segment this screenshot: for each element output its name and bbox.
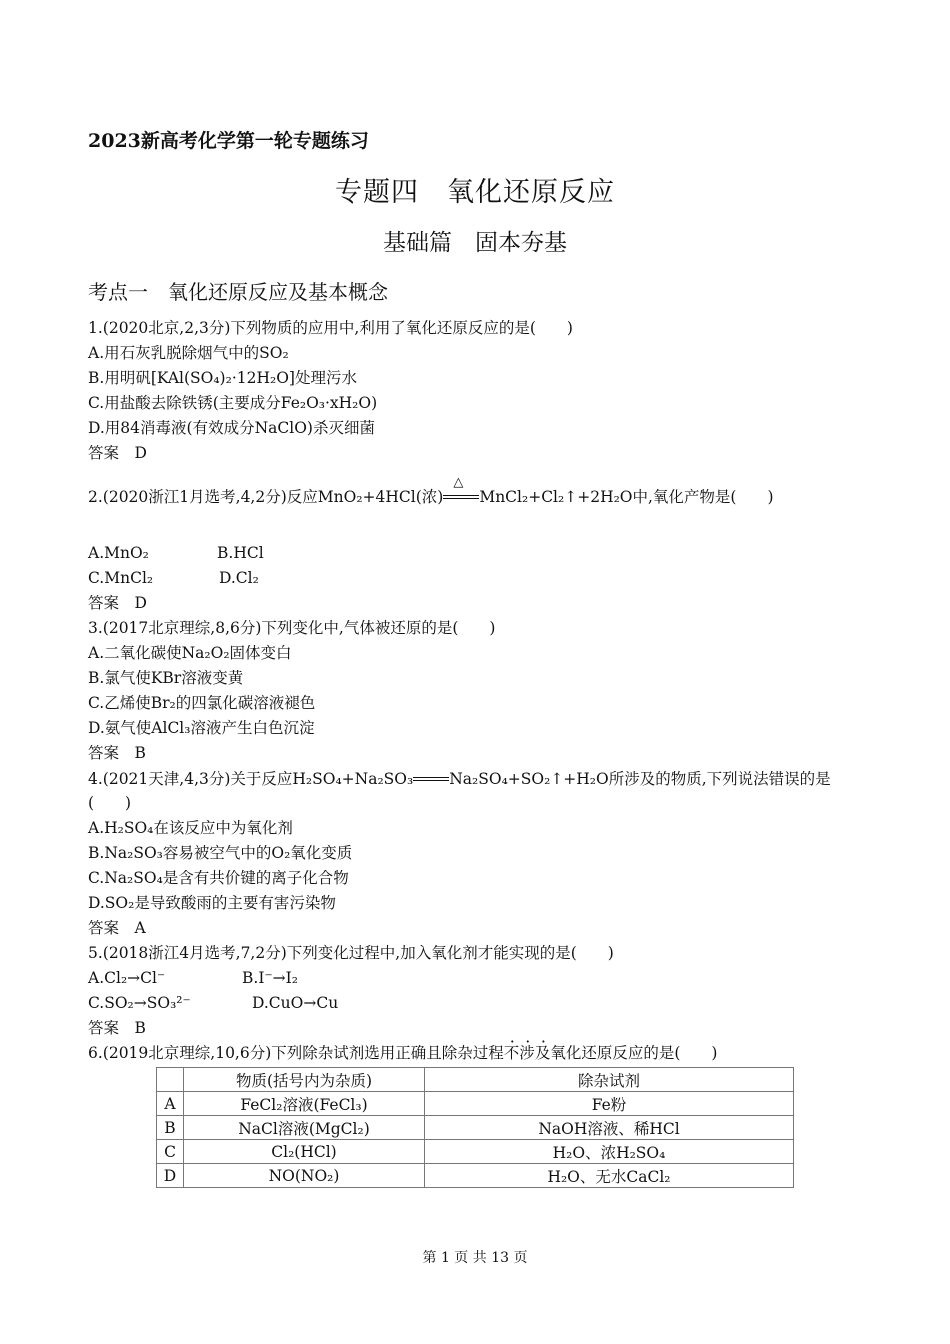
q4-option-d: D.SO₂是导致酸雨的主要有害污染物 xyxy=(88,894,336,912)
emphasis-char: 及 xyxy=(534,1044,551,1062)
table-header-row xyxy=(157,1068,794,1092)
q4-option-b: B.Na₂SO₃容易被空气中的O₂氧化变质 xyxy=(88,844,353,862)
heat-triangle-icon: △ xyxy=(453,475,464,490)
table-cell: Fe粉 xyxy=(425,1092,794,1116)
table-header-cell xyxy=(157,1068,184,1092)
q5-option-b: B.I⁻→I₂ xyxy=(242,969,298,987)
q5-option-a: A.Cl₂→Cl⁻ xyxy=(88,969,166,987)
q2-stem-pre: 2.(2020浙江1月选考,4,2分)反应MnO₂+4HCl(浓) xyxy=(88,488,444,506)
q4-stem xyxy=(88,768,831,789)
section-heading: 考点一 氧化还原反应及基本概念 xyxy=(88,280,388,304)
q3-option-b: B.氯气使KBr溶液变黄 xyxy=(88,669,244,687)
table-cell: H₂O、浓H₂SO₄ xyxy=(425,1140,794,1164)
table-row xyxy=(157,1092,794,1116)
table-row xyxy=(157,1140,794,1164)
q6-stem xyxy=(88,1043,717,1063)
q2-stem xyxy=(88,475,774,507)
q5-option-d: D.CuO→Cu xyxy=(252,994,339,1012)
table-header-cell: 物质(括号内为杂质) xyxy=(184,1068,425,1092)
q3-option-a: A.二氧化碳使Na₂O₂固体变白 xyxy=(88,644,292,662)
emphasis-char: 不 xyxy=(503,1044,520,1062)
q4-option-a: A.H₂SO₄在该反应中为氧化剂 xyxy=(88,819,293,837)
table-cell: H₂O、无水CaCl₂ xyxy=(425,1164,794,1188)
q5-stem: 5.(2018浙江4月选考,7,2分)下列变化过程中,加入氧化剂才能实现的是( ) xyxy=(88,944,614,962)
q6-table xyxy=(156,1067,794,1188)
equals-sign xyxy=(413,768,449,788)
q1-option-b: B.用明矾[KAl(SO₄)₂·12H₂O]处理污水 xyxy=(88,369,357,387)
table-cell: NaCl溶液(MgCl₂) xyxy=(184,1116,425,1140)
q4-stem-post: Na₂SO₄+SO₂↑+H₂O所涉及的物质,下列说法错误的是 xyxy=(449,770,831,788)
q5-option-c: C.SO₂→SO₃²⁻ xyxy=(88,994,191,1012)
chapter-subtitle: 基础篇 固本夯基 xyxy=(383,230,567,256)
chapter-title: 专题四 氧化还原反应 xyxy=(335,177,615,208)
q1-answer: 答案 D xyxy=(88,444,147,462)
table-cell: D xyxy=(157,1164,184,1188)
q2-option-b: B.HCl xyxy=(217,544,264,562)
q1-option-a: A.用石灰乳脱除烟气中的SO₂ xyxy=(88,344,289,362)
q5-answer: 答案 B xyxy=(88,1019,146,1037)
q3-stem: 3.(2017北京理综,8,6分)下列变化中,气体被还原的是( ) xyxy=(88,619,496,637)
emphasis-char: 涉 xyxy=(519,1044,535,1062)
q2-stem-post: MnCl₂+Cl₂↑+2H₂O中,氧化产物是( ) xyxy=(479,488,774,506)
page-footer: 第 1 页 共 13 页 xyxy=(422,1250,528,1266)
table-row xyxy=(157,1164,794,1188)
q4-answer: 答案 A xyxy=(88,919,146,937)
document-header: 2023新高考化学第一轮专题练习 xyxy=(88,130,369,152)
heat-equals-sign xyxy=(443,475,479,506)
table-cell: NO(NO₂) xyxy=(184,1164,425,1188)
q6-stem-post: 氧化还原反应的是( ) xyxy=(550,1044,718,1062)
q3-option-d: D.氨气使AlCl₃溶液产生白色沉淀 xyxy=(88,719,315,737)
table-cell: Cl₂(HCl) xyxy=(184,1140,425,1164)
q4-stem-pre: 4.(2021天津,4,3分)关于反应H₂SO₄+Na₂SO₃ xyxy=(88,770,414,788)
q4-option-c: C.Na₂SO₄是含有共价键的离子化合物 xyxy=(88,869,349,887)
q2-option-a: A.MnO₂ xyxy=(88,544,149,562)
q3-option-c: C.乙烯使Br₂的四氯化碳溶液褪色 xyxy=(88,694,316,712)
q2-option-c: C.MnCl₂ xyxy=(88,569,154,587)
table-cell: C xyxy=(157,1140,184,1164)
table-row xyxy=(157,1116,794,1140)
q2-option-d: D.Cl₂ xyxy=(219,569,259,587)
q1-option-c: C.用盐酸去除铁锈(主要成分Fe₂O₃·xH₂O) xyxy=(88,394,378,412)
q1-stem: 1.(2020北京,2,3分)下列物质的应用中,利用了氧化还原反应的是( ) xyxy=(88,319,573,337)
q2-answer: 答案 D xyxy=(88,594,147,612)
q4-stem-continued: ( ) xyxy=(88,794,132,812)
table-cell: NaOH溶液、稀HCl xyxy=(425,1116,794,1140)
table-cell: A xyxy=(157,1092,184,1116)
table-cell: B xyxy=(157,1116,184,1140)
table-cell: FeCl₂溶液(FeCl₃) xyxy=(184,1092,425,1116)
q1-option-d: D.用84消毒液(有效成分NaClO)杀灭细菌 xyxy=(88,419,375,437)
table-header-cell: 除杂试剂 xyxy=(425,1068,794,1092)
q3-answer: 答案 B xyxy=(88,744,146,762)
q6-stem-pre: 6.(2019北京理综,10,6分)下列除杂试剂选用正确且除杂过程 xyxy=(88,1044,504,1062)
